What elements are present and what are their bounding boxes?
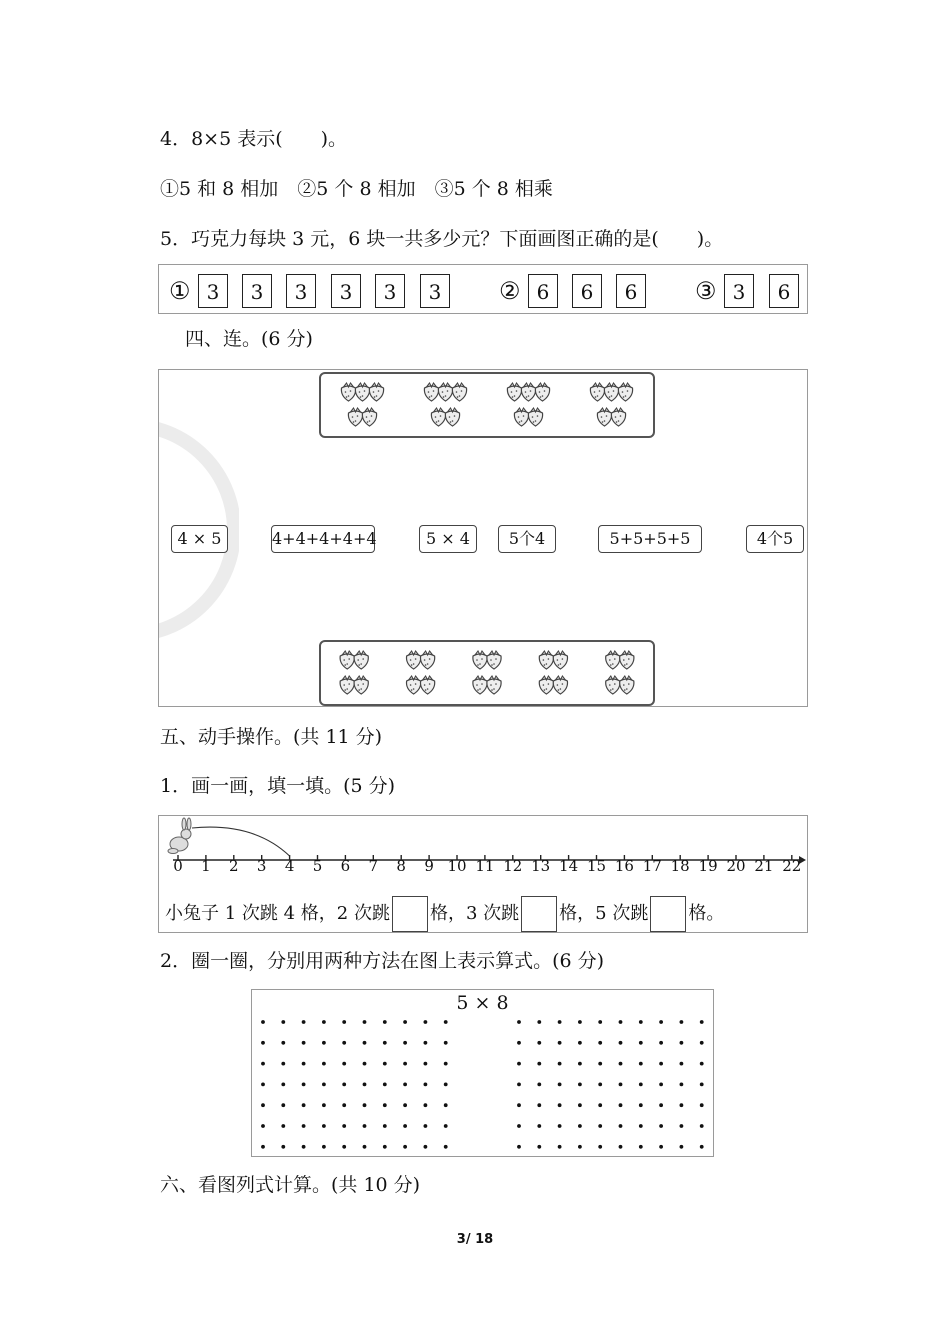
strawberry-icon <box>539 651 553 669</box>
grid-dot[interactable] <box>342 1145 346 1149</box>
grid-dot[interactable] <box>700 1124 704 1128</box>
expression-label: 5 × 8 <box>456 992 509 1014</box>
strawberry-icon <box>406 676 420 694</box>
tick-label: 10 <box>447 857 467 875</box>
grid-dot[interactable] <box>659 1083 663 1087</box>
grid-dot[interactable] <box>517 1124 521 1128</box>
strawberry-icon <box>438 383 452 401</box>
grid-dot[interactable] <box>537 1103 541 1107</box>
grid-dot[interactable] <box>302 1103 306 1107</box>
grid-dot[interactable] <box>444 1041 448 1045</box>
grid-dot[interactable] <box>700 1103 704 1107</box>
section6-title: 六、看图列式计算。(共 10 分) <box>160 1174 421 1196</box>
tick-label: 11 <box>475 857 495 875</box>
tick-label: 14 <box>559 857 579 875</box>
grid-dot[interactable] <box>659 1062 663 1066</box>
strawberry-icon <box>553 651 567 669</box>
grid-dot[interactable] <box>281 1062 285 1066</box>
grid-dot[interactable] <box>444 1103 448 1107</box>
grid-dot[interactable] <box>537 1062 541 1066</box>
grid-dot[interactable] <box>659 1145 663 1149</box>
tick-label: 19 <box>698 857 718 875</box>
expression-card[interactable]: 5+5+5+5 <box>598 525 702 553</box>
grid-dot[interactable] <box>424 1062 428 1066</box>
number-box: 6 <box>769 274 799 308</box>
grid-dot[interactable] <box>322 1083 326 1087</box>
number-box: 6 <box>572 274 602 308</box>
grid-dot[interactable] <box>598 1041 602 1045</box>
grid-dot[interactable] <box>261 1083 265 1087</box>
grid-dot[interactable] <box>700 1020 704 1024</box>
strawberry-icon <box>514 408 528 426</box>
grid-dot[interactable] <box>558 1083 562 1087</box>
grid-dot[interactable] <box>537 1020 541 1024</box>
strawberry-icon <box>321 642 653 704</box>
number-line-panel <box>158 815 808 933</box>
strawberry-icon <box>620 676 634 694</box>
strawberry-icon <box>473 676 487 694</box>
q1-stem: 1．画一画，填一填。(5 分) <box>160 775 396 797</box>
fill-text-2: 格，3 次跳 <box>429 903 520 924</box>
grid-dot[interactable] <box>517 1083 521 1087</box>
grid-dot[interactable] <box>517 1145 521 1149</box>
grid-dot[interactable] <box>444 1062 448 1066</box>
grid-dot[interactable] <box>639 1083 643 1087</box>
strawberry-icon <box>354 651 368 669</box>
fill-text-4: 格。 <box>688 903 725 924</box>
grid-dot[interactable] <box>578 1103 582 1107</box>
fill-sentence <box>165 896 724 932</box>
grid-dot[interactable] <box>578 1145 582 1149</box>
grid-dot[interactable] <box>680 1103 684 1107</box>
tick-label: 6 <box>340 857 351 875</box>
grid-dot[interactable] <box>659 1041 663 1045</box>
strawberry-icon <box>553 676 567 694</box>
strawberry-icon <box>420 676 434 694</box>
q4-options: ①5 和 8 相加 ②5 个 8 相加 ③5 个 8 相乘 <box>160 178 553 200</box>
grid-dot[interactable] <box>302 1124 306 1128</box>
dot-grid[interactable] <box>252 990 713 1156</box>
grid-dot[interactable] <box>659 1020 663 1024</box>
grid-dot[interactable] <box>680 1145 684 1149</box>
grid-dot[interactable] <box>403 1145 407 1149</box>
expression-card[interactable]: 5个4 <box>498 525 556 553</box>
grid-dot[interactable] <box>302 1145 306 1149</box>
grid-dot[interactable] <box>424 1124 428 1128</box>
strawberry-icon <box>340 651 354 669</box>
grid-dot[interactable] <box>424 1041 428 1045</box>
grid-dot[interactable] <box>619 1083 623 1087</box>
grid-dot[interactable] <box>444 1020 448 1024</box>
matching-panel <box>158 369 808 707</box>
grid-dot[interactable] <box>383 1062 387 1066</box>
grid-dot[interactable] <box>383 1083 387 1087</box>
top-strawberry-groups <box>319 372 655 438</box>
grid-dot[interactable] <box>403 1083 407 1087</box>
grid-dot[interactable] <box>700 1041 704 1045</box>
tick-label: 18 <box>670 857 690 875</box>
expression-card[interactable]: 5 × 4 <box>419 525 477 553</box>
fill-text-1: 小兔子 1 次跳 4 格，2 次跳 <box>165 903 390 924</box>
grid-dot[interactable] <box>444 1124 448 1128</box>
grid-dot[interactable] <box>537 1124 541 1128</box>
grid-dot[interactable] <box>659 1103 663 1107</box>
strawberry-icon <box>487 676 501 694</box>
grid-dot[interactable] <box>598 1083 602 1087</box>
tick-label: 3 <box>256 857 267 875</box>
grid-dot[interactable] <box>281 1083 285 1087</box>
grid-dot[interactable] <box>403 1124 407 1128</box>
grid-dot[interactable] <box>639 1062 643 1066</box>
number-box: 3 <box>242 274 272 308</box>
grid-dot[interactable] <box>517 1020 521 1024</box>
strawberry-icon <box>362 408 376 426</box>
grid-dot[interactable] <box>639 1103 643 1107</box>
grid-dot[interactable] <box>383 1124 387 1128</box>
tick-label: 2 <box>229 857 239 875</box>
grid-dot[interactable] <box>322 1145 326 1149</box>
dot-grid-panel <box>251 989 714 1157</box>
grid-dot[interactable] <box>363 1041 367 1045</box>
grid-dot[interactable] <box>424 1083 428 1087</box>
grid-dot[interactable] <box>342 1124 346 1128</box>
grid-dot[interactable] <box>403 1062 407 1066</box>
strawberry-icon <box>406 651 420 669</box>
tick-label: 7 <box>368 857 379 875</box>
grid-dot[interactable] <box>619 1020 623 1024</box>
grid-dot[interactable] <box>558 1145 562 1149</box>
grid-dot[interactable] <box>383 1020 387 1024</box>
grid-dot[interactable] <box>281 1103 285 1107</box>
grid-dot[interactable] <box>403 1103 407 1107</box>
strawberry-icon <box>354 676 368 694</box>
strawberry-icon <box>590 383 604 401</box>
grid-dot[interactable] <box>598 1062 602 1066</box>
grid-dot[interactable] <box>281 1124 285 1128</box>
section5-title: 五、动手操作。(共 11 分) <box>160 726 383 748</box>
rabbit-icon <box>168 818 191 854</box>
grid-dot[interactable] <box>537 1041 541 1045</box>
tick-label: 16 <box>614 857 634 875</box>
answer-box-5-jumps[interactable] <box>650 896 686 932</box>
expression-card[interactable]: 4 × 5 <box>171 525 228 553</box>
grid-dot[interactable] <box>363 1062 367 1066</box>
grid-dot[interactable] <box>537 1145 541 1149</box>
grid-dot[interactable] <box>700 1083 704 1087</box>
choice-marker-2: ② <box>499 277 521 305</box>
strawberry-icon <box>348 408 362 426</box>
number-box: 3 <box>331 274 361 308</box>
grid-dot[interactable] <box>322 1020 326 1024</box>
strawberry-icon <box>452 383 466 401</box>
grid-dot[interactable] <box>537 1083 541 1087</box>
grid-dot[interactable] <box>302 1083 306 1087</box>
grid-dot[interactable] <box>517 1041 521 1045</box>
tick-label: 15 <box>586 857 607 875</box>
strawberry-icon <box>431 408 445 426</box>
grid-dot[interactable] <box>578 1020 582 1024</box>
grid-dot[interactable] <box>680 1124 684 1128</box>
answer-box-3-jumps[interactable] <box>521 896 557 932</box>
number-box: 3 <box>286 274 316 308</box>
grid-dot[interactable] <box>619 1124 623 1128</box>
grid-dot[interactable] <box>261 1145 265 1149</box>
strawberry-icon <box>424 383 438 401</box>
number-box: 3 <box>375 274 405 308</box>
strawberry-icon <box>487 651 501 669</box>
grid-dot[interactable] <box>363 1020 367 1024</box>
strawberry-icon <box>618 383 632 401</box>
grid-dot[interactable] <box>619 1062 623 1066</box>
jump-arc <box>192 827 290 856</box>
q5-stem: 5．巧克力每块 3 元，6 块一共多少元？下面画图正确的是( )。 <box>160 228 724 250</box>
grid-dot[interactable] <box>281 1020 285 1024</box>
strawberry-icon <box>420 651 434 669</box>
grid-dot[interactable] <box>363 1145 367 1149</box>
grid-dot[interactable] <box>700 1062 704 1066</box>
strawberry-icon <box>369 383 383 401</box>
grid-dot[interactable] <box>619 1041 623 1045</box>
grid-dot[interactable] <box>424 1145 428 1149</box>
grid-dot[interactable] <box>424 1020 428 1024</box>
grid-dot[interactable] <box>598 1103 602 1107</box>
grid-dot[interactable] <box>558 1041 562 1045</box>
grid-dot[interactable] <box>659 1124 663 1128</box>
q2-stem: 2．圈一圈，分别用两种方法在图上表示算式。(6 分) <box>160 950 605 972</box>
page-number: 3/ 18 <box>456 1232 494 1247</box>
number-box: 3 <box>724 274 754 308</box>
strawberry-icon <box>620 651 634 669</box>
grid-dot[interactable] <box>639 1145 643 1149</box>
grid-dot[interactable] <box>261 1103 265 1107</box>
tick-label: 17 <box>642 857 662 875</box>
tick-label: 13 <box>531 857 551 875</box>
strawberry-icon <box>604 383 618 401</box>
grid-dot[interactable] <box>342 1083 346 1087</box>
grid-dot[interactable] <box>403 1020 407 1024</box>
grid-dot[interactable] <box>680 1083 684 1087</box>
grid-dot[interactable] <box>558 1103 562 1107</box>
tick-label: 21 <box>754 857 774 875</box>
strawberry-icon <box>355 383 369 401</box>
section4-title: 四、连。(6 分) <box>185 328 313 350</box>
number-box: 3 <box>420 274 450 308</box>
grid-dot[interactable] <box>322 1062 326 1066</box>
grid-dot[interactable] <box>302 1020 306 1024</box>
strawberry-icon <box>528 408 542 426</box>
grid-dot[interactable] <box>619 1145 623 1149</box>
grid-dot[interactable] <box>342 1103 346 1107</box>
grid-dot[interactable] <box>517 1062 521 1066</box>
answer-box-2-jumps[interactable] <box>392 896 428 932</box>
grid-dot[interactable] <box>444 1083 448 1087</box>
tick-label: 0 <box>173 857 183 875</box>
strawberry-icon <box>473 651 487 669</box>
grid-dot[interactable] <box>680 1041 684 1045</box>
grid-dot[interactable] <box>700 1145 704 1149</box>
tick-label: 22 <box>782 857 802 875</box>
grid-dot[interactable] <box>342 1020 346 1024</box>
grid-dot[interactable] <box>363 1083 367 1087</box>
strawberry-icon <box>321 374 653 436</box>
tick-label: 12 <box>503 857 523 875</box>
strawberry-icon <box>341 383 355 401</box>
number-box: 6 <box>616 274 646 308</box>
strawberry-icon <box>539 676 553 694</box>
tick-label: 20 <box>726 857 746 875</box>
grid-dot[interactable] <box>558 1124 562 1128</box>
expression-card[interactable]: 4+4+4+4+4 <box>271 525 375 553</box>
grid-dot[interactable] <box>383 1103 387 1107</box>
grid-dot[interactable] <box>403 1041 407 1045</box>
tick-label: 8 <box>396 857 406 875</box>
strawberry-icon <box>535 383 549 401</box>
grid-dot[interactable] <box>261 1020 265 1024</box>
tick-label: 4 <box>284 857 295 875</box>
grid-dot[interactable] <box>261 1062 265 1066</box>
grid-dot[interactable] <box>598 1020 602 1024</box>
grid-dot[interactable] <box>578 1041 582 1045</box>
choice-marker-1: ① <box>169 277 191 305</box>
strawberry-icon <box>611 408 625 426</box>
grid-dot[interactable] <box>639 1124 643 1128</box>
grid-dot[interactable] <box>281 1041 285 1045</box>
grid-dot[interactable] <box>383 1041 387 1045</box>
strawberry-icon <box>445 408 459 426</box>
choice-marker-3: ③ <box>695 277 717 305</box>
grid-dot[interactable] <box>598 1145 602 1149</box>
strawberry-icon <box>521 383 535 401</box>
fill-text-3: 格，5 次跳 <box>559 903 649 924</box>
strawberry-icon <box>507 383 521 401</box>
q5-choices-panel <box>158 264 808 314</box>
strawberry-icon <box>606 651 620 669</box>
grid-dot[interactable] <box>424 1103 428 1107</box>
grid-dot[interactable] <box>302 1062 306 1066</box>
number-box: 6 <box>528 274 558 308</box>
grid-dot[interactable] <box>322 1041 326 1045</box>
grid-dot[interactable] <box>680 1020 684 1024</box>
grid-dot[interactable] <box>363 1124 367 1128</box>
tick-label: 9 <box>424 857 434 875</box>
grid-dot[interactable] <box>322 1103 326 1107</box>
grid-dot[interactable] <box>578 1062 582 1066</box>
grid-dot[interactable] <box>302 1041 306 1045</box>
strawberry-icon <box>606 676 620 694</box>
grid-dot[interactable] <box>578 1124 582 1128</box>
strawberry-icon <box>597 408 611 426</box>
grid-dot[interactable] <box>322 1124 326 1128</box>
tick-label: 5 <box>312 857 323 875</box>
grid-dot[interactable] <box>281 1145 285 1149</box>
grid-dot[interactable] <box>558 1062 562 1066</box>
grid-dot[interactable] <box>578 1083 582 1087</box>
grid-dot[interactable] <box>680 1062 684 1066</box>
strawberry-icon <box>340 676 354 694</box>
grid-dot[interactable] <box>383 1145 387 1149</box>
number-box: 3 <box>198 274 228 308</box>
grid-dot[interactable] <box>639 1041 643 1045</box>
grid-dot[interactable] <box>619 1103 623 1107</box>
grid-dot[interactable] <box>342 1062 346 1066</box>
grid-dot[interactable] <box>342 1041 346 1045</box>
grid-dot[interactable] <box>517 1103 521 1107</box>
grid-dot[interactable] <box>261 1124 265 1128</box>
grid-dot[interactable] <box>639 1020 643 1024</box>
grid-dot[interactable] <box>598 1124 602 1128</box>
grid-dot[interactable] <box>261 1041 265 1045</box>
grid-dot[interactable] <box>558 1020 562 1024</box>
tick-label: 1 <box>201 857 211 875</box>
grid-dot[interactable] <box>444 1145 448 1149</box>
q4-stem: 4．8×5 表示( )。 <box>160 128 348 150</box>
grid-dot[interactable] <box>363 1103 367 1107</box>
bottom-strawberry-groups <box>319 640 655 706</box>
expression-card[interactable]: 4个5 <box>746 525 804 553</box>
